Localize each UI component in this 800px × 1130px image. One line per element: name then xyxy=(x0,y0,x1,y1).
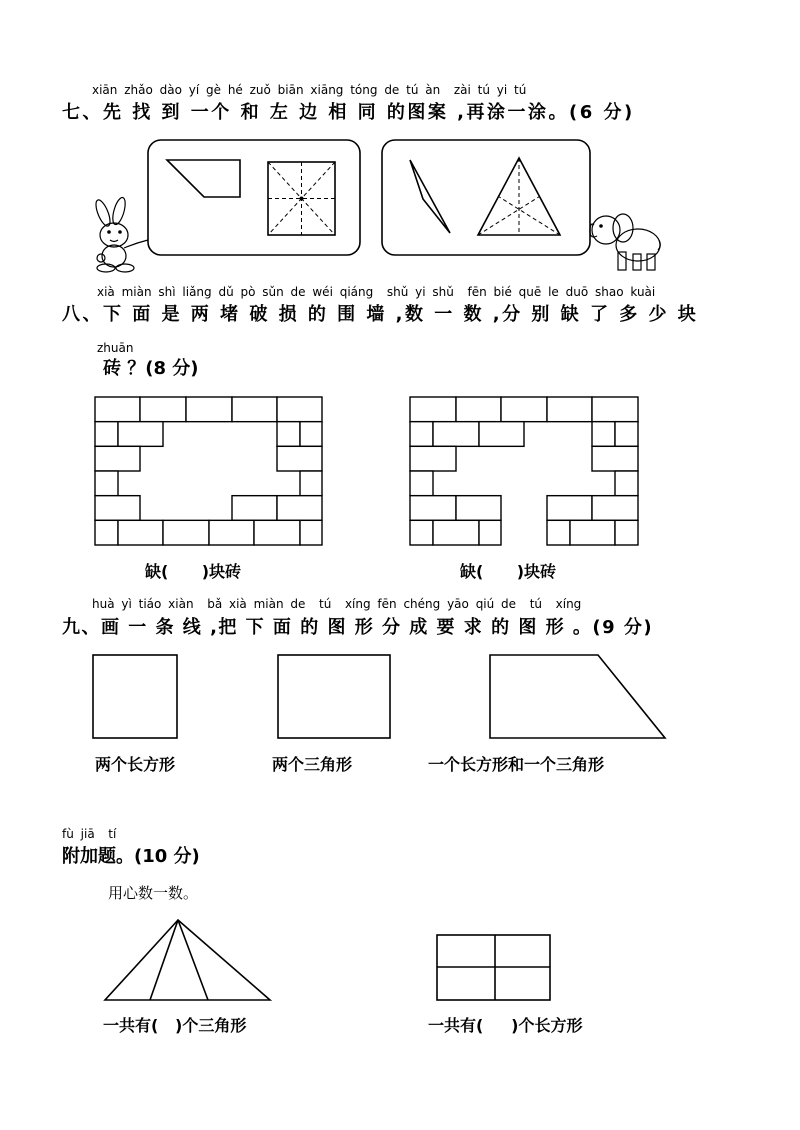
section7-figures xyxy=(93,140,660,272)
bonus-figures xyxy=(105,920,550,1000)
brick xyxy=(277,446,322,471)
inner-line xyxy=(150,920,178,1000)
brick xyxy=(615,520,638,545)
brick xyxy=(547,397,592,422)
brick xyxy=(570,520,615,545)
brick xyxy=(547,520,570,545)
brick xyxy=(300,422,322,447)
brick xyxy=(456,397,501,422)
brick xyxy=(95,471,118,496)
brick xyxy=(232,397,277,422)
brick xyxy=(592,446,638,471)
brick xyxy=(410,397,456,422)
brick xyxy=(501,397,547,422)
square-center-dot xyxy=(300,197,304,201)
section7-title: 七、先 找 到 一个 和 左 边 相 同 的图案 ,再涂一涂。(6 分) xyxy=(62,102,635,123)
brick xyxy=(254,520,300,545)
brick xyxy=(300,520,322,545)
brick xyxy=(186,397,232,422)
square-pattern xyxy=(268,162,335,235)
rectangle-task-label: 两个三角形 xyxy=(272,755,353,774)
brick xyxy=(479,422,524,447)
rabbit-eye xyxy=(107,230,111,234)
trapezoid-shape xyxy=(167,160,240,197)
broken-wall-left xyxy=(95,397,322,545)
brick xyxy=(592,422,615,447)
section9-pinyin: huà yì tiáo xiàn bǎ xià miàn de tú xíng fēn chéng yāo qiú de tú xíng xyxy=(92,597,582,611)
triangle-median xyxy=(478,197,540,236)
section8-title-continued: 砖 ？(8 分) xyxy=(103,358,199,379)
triangle-counting-figure xyxy=(105,920,270,1000)
brick xyxy=(118,520,163,545)
elephant-ear xyxy=(613,214,633,242)
brick xyxy=(410,471,433,496)
square-task-label: 两个长方形 xyxy=(95,755,176,774)
brick xyxy=(277,422,300,447)
brick xyxy=(95,422,118,447)
brick xyxy=(433,422,479,447)
trapezoid-task-label: 一个长方形和一个三角形 xyxy=(428,755,605,774)
brick xyxy=(277,397,322,422)
section7-pinyin: xiān zhǎo dào yí gè hé zuǒ biān xiāng tóng de tú àn zài tú yi tú xyxy=(92,83,527,97)
rabbit-ear xyxy=(110,196,127,226)
section8-pinyin: xià miàn shì liǎng dǔ pò sǔn de wéi qiáng shǔ yi shǔ fēn bié quē le duō shao kuài xyxy=(97,285,656,299)
brick xyxy=(547,496,592,521)
rectangle-count-label: 一共有( )个长方形 xyxy=(428,1016,583,1035)
section8-pinyin-continued: zhuān xyxy=(97,341,134,355)
brick xyxy=(95,397,140,422)
brick xyxy=(410,422,433,447)
broken-wall-right xyxy=(410,397,638,545)
elephant-leg xyxy=(633,254,641,270)
brick xyxy=(95,520,118,545)
square-figure xyxy=(93,655,177,738)
section9-figures xyxy=(93,655,665,738)
rabbit-foot xyxy=(97,264,115,272)
bonus-pinyin: fù jiā tí xyxy=(62,827,117,841)
rabbit-icon xyxy=(93,196,148,272)
brick xyxy=(592,397,638,422)
trapezoid-figure xyxy=(490,655,665,738)
brick xyxy=(95,496,140,521)
wall-left-answer-label: 缺( )块砖 xyxy=(145,562,242,581)
triangle-pattern xyxy=(478,158,560,235)
brick xyxy=(277,496,322,521)
elephant-leg xyxy=(618,252,626,270)
rabbit-foot xyxy=(116,264,134,272)
triangle-count-label: 一共有( )个三角形 xyxy=(103,1016,247,1035)
brick xyxy=(163,520,209,545)
rabbit-arm xyxy=(124,240,148,248)
section9-title: 九、画 一 条 线 ,把 下 面 的 图 形 分 成 要 求 的 图 形 。(9 分) xyxy=(62,617,654,638)
brick xyxy=(615,471,638,496)
bonus-title: 附加题。(10 分) xyxy=(62,846,200,867)
brick xyxy=(232,496,277,521)
thin-triangle-shape xyxy=(410,160,450,233)
triangle-median xyxy=(499,197,561,236)
brick xyxy=(300,471,322,496)
brick xyxy=(479,520,501,545)
brick xyxy=(410,496,456,521)
rabbit-eye xyxy=(118,230,122,234)
rabbit-mouth xyxy=(110,240,118,242)
brick xyxy=(209,520,254,545)
brick xyxy=(410,446,456,471)
wall-right-answer-label: 缺( )块砖 xyxy=(460,562,557,581)
right-pattern-box xyxy=(382,140,590,255)
brick xyxy=(433,520,479,545)
brick xyxy=(592,496,638,521)
brick xyxy=(410,520,433,545)
bonus-instruction: 用心数一数。 xyxy=(108,884,199,902)
elephant-body xyxy=(616,229,660,261)
rectangle-figure xyxy=(278,655,390,738)
left-pattern-box xyxy=(148,140,360,255)
brick xyxy=(118,422,163,447)
rectangle-counting-figure xyxy=(437,935,550,1000)
brick xyxy=(615,422,638,447)
rabbit-head xyxy=(100,223,128,247)
brick xyxy=(140,397,186,422)
rabbit-tail xyxy=(97,254,105,262)
section8-title: 八、下 面 是 两 堵 破 损 的 围 墙 ,数 一 数 ,分 别 缺 了 多 少 块 xyxy=(62,304,699,325)
brick xyxy=(95,446,140,471)
elephant-icon xyxy=(590,214,660,270)
brick xyxy=(456,496,501,521)
elephant-head xyxy=(592,216,620,244)
outer-triangle xyxy=(105,920,270,1000)
elephant-eye xyxy=(599,224,603,228)
